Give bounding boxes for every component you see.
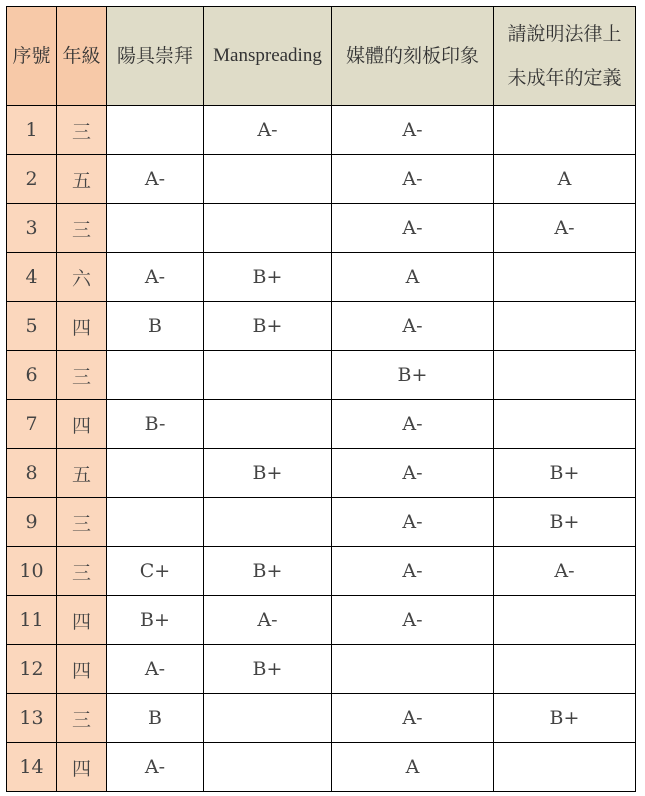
table-body: [7, 106, 636, 792]
cell-seq: 6: [7, 351, 57, 400]
cell-seq: 10: [7, 547, 57, 596]
cell-seq: 1: [7, 106, 57, 155]
cell-phallic-worship: [107, 351, 204, 400]
cell-manspreading: [204, 400, 332, 449]
cell-minor-definition: [494, 302, 636, 351]
cell-media-stereotypes: A-: [332, 547, 494, 596]
cell-manspreading: A-: [204, 106, 332, 155]
cell-minor-definition: [494, 596, 636, 645]
cell-manspreading: [204, 498, 332, 547]
cell-media-stereotypes: A: [332, 253, 494, 302]
cell-media-stereotypes: A-: [332, 204, 494, 253]
cell-manspreading: B+: [204, 253, 332, 302]
header-seq: 序號: [7, 7, 57, 106]
cell-manspreading: [204, 743, 332, 792]
cell-minor-definition: [494, 253, 636, 302]
header-phallic-worship: 陽具崇拜: [107, 7, 204, 106]
cell-seq: 9: [7, 498, 57, 547]
cell-manspreading: [204, 351, 332, 400]
cell-minor-definition: B+: [494, 694, 636, 743]
cell-phallic-worship: A-: [107, 645, 204, 694]
cell-grade: 五: [57, 155, 107, 204]
header-minor-definition: [494, 7, 636, 106]
table-row: [7, 253, 636, 302]
header-minor-definition-line1: 請說明法律上: [507, 23, 622, 45]
cell-phallic-worship: B-: [107, 400, 204, 449]
cell-manspreading: A-: [204, 596, 332, 645]
cell-manspreading: [204, 204, 332, 253]
cell-minor-definition: [494, 106, 636, 155]
table-row: [7, 743, 636, 792]
cell-phallic-worship: B: [107, 694, 204, 743]
table-row: [7, 400, 636, 449]
table-row: [7, 155, 636, 204]
cell-seq: 14: [7, 743, 57, 792]
cell-grade: 四: [57, 596, 107, 645]
table-row: [7, 204, 636, 253]
cell-media-stereotypes: [332, 645, 494, 694]
cell-media-stereotypes: A-: [332, 155, 494, 204]
cell-grade: 三: [57, 694, 107, 743]
table-header: [7, 7, 636, 106]
cell-media-stereotypes: A-: [332, 400, 494, 449]
cell-manspreading: B+: [204, 645, 332, 694]
cell-grade: 六: [57, 253, 107, 302]
cell-seq: 7: [7, 400, 57, 449]
header-media-stereotypes: 媒體的刻板印象: [332, 7, 494, 106]
cell-grade: 四: [57, 645, 107, 694]
cell-grade: 三: [57, 547, 107, 596]
table-row: [7, 351, 636, 400]
cell-manspreading: B+: [204, 302, 332, 351]
cell-phallic-worship: [107, 498, 204, 547]
cell-media-stereotypes: A-: [332, 106, 494, 155]
table-row: [7, 449, 636, 498]
table-row: [7, 596, 636, 645]
cell-seq: 11: [7, 596, 57, 645]
cell-minor-definition: B+: [494, 449, 636, 498]
cell-grade: 三: [57, 106, 107, 155]
cell-grade: 三: [57, 204, 107, 253]
cell-grade: 四: [57, 400, 107, 449]
cell-media-stereotypes: A: [332, 743, 494, 792]
cell-grade: 三: [57, 351, 107, 400]
cell-manspreading: [204, 694, 332, 743]
cell-phallic-worship: C+: [107, 547, 204, 596]
cell-seq: 12: [7, 645, 57, 694]
table-row: [7, 498, 636, 547]
cell-media-stereotypes: B+: [332, 351, 494, 400]
cell-phallic-worship: A-: [107, 253, 204, 302]
cell-seq: 2: [7, 155, 57, 204]
cell-phallic-worship: A-: [107, 743, 204, 792]
cell-minor-definition: B+: [494, 498, 636, 547]
table-row: [7, 547, 636, 596]
cell-minor-definition: [494, 743, 636, 792]
header-grade: 年級: [57, 7, 107, 106]
table-row: [7, 106, 636, 155]
cell-manspreading: [204, 155, 332, 204]
cell-media-stereotypes: A-: [332, 449, 494, 498]
cell-manspreading: B+: [204, 547, 332, 596]
cell-phallic-worship: B+: [107, 596, 204, 645]
cell-phallic-worship: [107, 204, 204, 253]
cell-grade: 三: [57, 498, 107, 547]
table-row: [7, 694, 636, 743]
cell-seq: 8: [7, 449, 57, 498]
header-row: [7, 7, 636, 106]
cell-phallic-worship: [107, 106, 204, 155]
table-row: [7, 645, 636, 694]
cell-grade: 五: [57, 449, 107, 498]
table-row: [7, 302, 636, 351]
cell-media-stereotypes: A-: [332, 498, 494, 547]
cell-minor-definition: [494, 351, 636, 400]
cell-grade: 四: [57, 302, 107, 351]
cell-minor-definition: A: [494, 155, 636, 204]
cell-seq: 4: [7, 253, 57, 302]
cell-phallic-worship: B: [107, 302, 204, 351]
cell-minor-definition: [494, 400, 636, 449]
cell-phallic-worship: [107, 449, 204, 498]
cell-seq: 5: [7, 302, 57, 351]
cell-media-stereotypes: A-: [332, 302, 494, 351]
header-manspreading: Manspreading: [204, 7, 332, 106]
cell-seq: 13: [7, 694, 57, 743]
header-minor-definition-line2: 未成年的定義: [507, 67, 622, 89]
grade-table: [6, 6, 636, 792]
cell-minor-definition: A-: [494, 204, 636, 253]
cell-minor-definition: [494, 645, 636, 694]
cell-grade: 四: [57, 743, 107, 792]
cell-phallic-worship: A-: [107, 155, 204, 204]
cell-media-stereotypes: A-: [332, 694, 494, 743]
cell-manspreading: B+: [204, 449, 332, 498]
cell-media-stereotypes: A-: [332, 596, 494, 645]
cell-minor-definition: A-: [494, 547, 636, 596]
cell-seq: 3: [7, 204, 57, 253]
